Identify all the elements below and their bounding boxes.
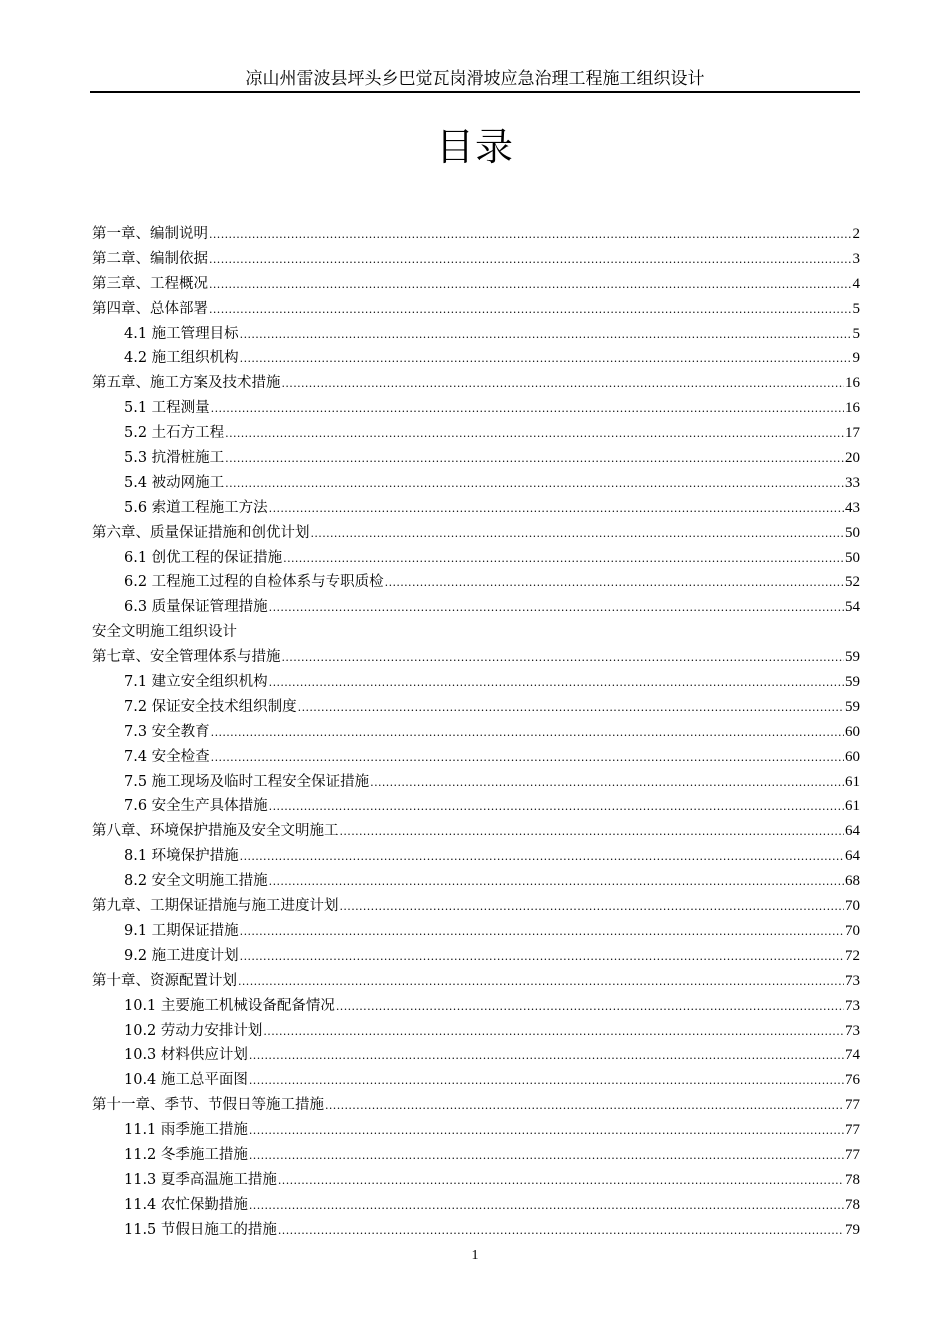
toc-entry-label: 安全文明施工组织设计 xyxy=(92,624,237,641)
toc-entry-page-number: 74 xyxy=(845,1047,860,1064)
toc-dot-leader xyxy=(211,396,844,422)
toc-entry-label: 5.3 抗滑桩施工 xyxy=(124,450,225,467)
toc-entry-page-number: 50 xyxy=(845,524,860,541)
toc-dot-leader xyxy=(336,994,844,1020)
toc-entry-page-number: 52 xyxy=(845,574,860,591)
running-header: 凉山州雷波县坪头乡巴觉瓦岗滑坡应急治理工程施工组织设计 xyxy=(245,69,705,89)
toc-entry-label: 11.2 冬季施工措施 xyxy=(124,1146,248,1163)
toc-chapter-entry[interactable] xyxy=(92,297,860,322)
toc-entry-page-number: 2 xyxy=(852,226,860,242)
toc-dot-leader xyxy=(340,819,845,845)
toc-dot-leader xyxy=(225,471,844,497)
toc-entry-page-number: 61 xyxy=(845,798,860,815)
toc-entry-page-number: 64 xyxy=(845,848,860,865)
toc-entry-page-number: 77 xyxy=(845,1097,860,1114)
toc-entry-page-number: 77 xyxy=(845,1146,860,1163)
toc-subsection-entry[interactable] xyxy=(92,1218,860,1243)
toc-dot-leader xyxy=(240,844,844,870)
toc-subsection-entry[interactable] xyxy=(92,446,860,471)
toc-dot-leader xyxy=(298,695,844,721)
toc-chapter-entry[interactable] xyxy=(92,969,860,994)
footer-page-number: 1 xyxy=(471,1248,479,1263)
toc-dot-leader xyxy=(263,1019,844,1045)
toc-entry-label: 第九章、工期保证措施与施工进度计划 xyxy=(92,898,339,915)
toc-entry-page-number: 73 xyxy=(845,972,860,989)
toc-entry-label: 11.3 夏季高温施工措施 xyxy=(124,1171,277,1188)
toc-dot-leader xyxy=(249,1043,844,1069)
toc-entry-label: 第十章、资源配置计划 xyxy=(92,972,237,989)
toc-entry-page-number: 5 xyxy=(852,300,860,317)
table-of-contents xyxy=(92,222,860,1243)
toc-entry-label: 11.1 雨季施工措施 xyxy=(124,1122,248,1139)
toc-chapter-entry[interactable] xyxy=(92,819,860,844)
toc-dot-leader xyxy=(209,247,852,273)
toc-chapter-entry[interactable] xyxy=(92,222,860,247)
toc-subsection-entry[interactable] xyxy=(92,869,860,894)
toc-dot-leader xyxy=(311,521,845,547)
toc-entry-page-number: 70 xyxy=(845,898,860,915)
toc-entry-label: 5.1 工程测量 xyxy=(124,400,210,417)
toc-entry-page-number: 54 xyxy=(845,599,860,616)
toc-entry-page-number: 79 xyxy=(845,1221,860,1238)
toc-chapter-entry[interactable] xyxy=(92,1093,860,1118)
toc-subsection-entry[interactable] xyxy=(92,496,860,521)
toc-dot-leader xyxy=(282,371,845,397)
toc-entry-label: 第二章、编制依据 xyxy=(92,250,208,267)
toc-dot-leader xyxy=(340,894,845,920)
toc-subsection-entry[interactable] xyxy=(92,322,860,347)
toc-entry-label: 9.1 工期保证措施 xyxy=(124,922,239,939)
toc-dot-leader xyxy=(240,944,844,970)
toc-chapter-entry[interactable] xyxy=(92,645,860,670)
toc-chapter-entry[interactable] xyxy=(92,894,860,919)
toc-entry-page-number: 76 xyxy=(845,1072,860,1089)
toc-entry-label: 5.6 索道工程施工方法 xyxy=(124,499,268,516)
toc-dot-leader xyxy=(225,446,844,472)
toc-dot-leader xyxy=(211,720,844,746)
toc-subsection-entry[interactable] xyxy=(92,670,860,695)
toc-entry-page-number: 59 xyxy=(845,674,860,691)
toc-dot-leader xyxy=(249,1068,844,1094)
toc-chapter-entry[interactable] xyxy=(92,247,860,272)
toc-entry-page-number: 78 xyxy=(845,1171,860,1188)
toc-entry-label: 9.2 施工进度计划 xyxy=(124,947,239,964)
toc-entry-label: 8.2 安全文明施工措施 xyxy=(124,873,268,890)
toc-dot-leader xyxy=(278,1168,844,1194)
toc-entry-page-number: 72 xyxy=(845,947,860,964)
toc-entry-label: 7.2 保证安全技术组织制度 xyxy=(124,698,297,715)
toc-entry-label: 6.1 创优工程的保证措施 xyxy=(124,549,283,566)
toc-dot-leader xyxy=(209,297,852,323)
toc-entry-label: 7.5 施工现场及临时工程安全保证措施 xyxy=(124,773,370,790)
toc-entry-label: 10.2 劳动力安排计划 xyxy=(124,1022,263,1039)
toc-entry-label: 5.4 被动网施工 xyxy=(124,474,225,491)
toc-entry-page-number: 17 xyxy=(845,425,860,442)
toc-subsection-entry[interactable] xyxy=(92,570,860,595)
toc-dot-leader xyxy=(370,770,844,796)
toc-entry-label: 7.4 安全检查 xyxy=(124,748,210,765)
toc-subsection-entry[interactable] xyxy=(92,745,860,770)
toc-entry-page-number: 73 xyxy=(845,1022,860,1039)
toc-entry-page-number: 50 xyxy=(845,549,860,566)
toc-entry-label: 第三章、工程概况 xyxy=(92,275,208,292)
toc-entry-label: 第六章、质量保证措施和创优计划 xyxy=(92,524,310,541)
toc-entry-page-number: 59 xyxy=(845,698,860,715)
toc-dot-leader xyxy=(211,745,844,771)
toc-subsection-entry[interactable] xyxy=(92,919,860,944)
toc-entry-page-number: 73 xyxy=(845,997,860,1014)
toc-entry-label: 10.3 材料供应计划 xyxy=(124,1047,248,1064)
toc-entry-label: 第八章、环境保护措施及安全文明施工 xyxy=(92,823,339,840)
toc-dot-leader xyxy=(283,546,844,572)
toc-entry-page-number: 77 xyxy=(845,1122,860,1139)
toc-subsection-entry[interactable] xyxy=(92,1068,860,1093)
toc-dot-leader xyxy=(240,919,844,945)
toc-entry-label: 11.5 节假日施工的措施 xyxy=(124,1221,277,1238)
toc-dot-leader xyxy=(209,272,852,298)
toc-subsection-entry[interactable] xyxy=(92,421,860,446)
toc-dot-leader xyxy=(269,670,844,696)
toc-entry-label: 第七章、安全管理体系与措施 xyxy=(92,649,281,666)
toc-subsection-entry[interactable] xyxy=(92,994,860,1019)
toc-entry-page-number: 60 xyxy=(845,748,860,765)
toc-entry-page-number: 68 xyxy=(845,873,860,890)
toc-entry-page-number: 60 xyxy=(845,723,860,740)
toc-subsection-entry[interactable] xyxy=(92,794,860,819)
toc-entry-label: 第十一章、季节、节假日等施工措施 xyxy=(92,1097,324,1114)
toc-dot-leader xyxy=(209,222,852,248)
toc-subsection-entry[interactable] xyxy=(92,1043,860,1068)
toc-dot-leader xyxy=(269,595,844,621)
toc-entry-page-number: 20 xyxy=(845,450,860,467)
toc-entry-label: 6.3 质量保证管理措施 xyxy=(124,599,268,616)
toc-chapter-entry[interactable] xyxy=(92,272,860,297)
toc-subsection-entry[interactable] xyxy=(92,471,860,496)
toc-entry-page-number: 16 xyxy=(845,375,860,392)
toc-entry-label: 6.2 工程施工过程的自检体系与专职质检 xyxy=(124,574,384,591)
toc-subsection-entry[interactable] xyxy=(92,546,860,571)
toc-dot-leader xyxy=(269,869,844,895)
toc-subsection-entry[interactable] xyxy=(92,346,860,371)
toc-chapter-entry[interactable] xyxy=(92,620,860,645)
toc-subsection-entry[interactable] xyxy=(92,844,860,869)
toc-subsection-entry[interactable] xyxy=(92,1168,860,1193)
toc-dot-leader xyxy=(225,421,844,447)
toc-subsection-entry[interactable] xyxy=(92,1019,860,1044)
toc-subsection-entry[interactable] xyxy=(92,770,860,795)
toc-dot-leader xyxy=(269,496,844,522)
toc-entry-page-number: 61 xyxy=(845,773,860,790)
toc-subsection-entry[interactable] xyxy=(92,1118,860,1143)
toc-entry-page-number: 59 xyxy=(845,649,860,666)
toc-dot-leader xyxy=(240,322,852,348)
toc-subsection-entry[interactable] xyxy=(92,595,860,620)
toc-entry-label: 4.2 施工组织机构 xyxy=(124,350,239,367)
toc-entry-label: 7.3 安全教育 xyxy=(124,723,210,740)
toc-dot-leader xyxy=(238,969,844,995)
toc-entry-label: 5.2 土石方工程 xyxy=(124,425,225,442)
toc-dot-leader xyxy=(325,1093,844,1119)
toc-subsection-entry[interactable] xyxy=(92,944,860,969)
toc-entry-label: 第一章、编制说明 xyxy=(92,226,208,242)
toc-entry-label: 10.4 施工总平面图 xyxy=(124,1072,248,1089)
toc-entry-page-number: 5 xyxy=(852,325,860,342)
header-rule xyxy=(90,91,860,93)
toc-subsection-entry[interactable] xyxy=(92,720,860,745)
toc-dot-leader xyxy=(269,794,844,820)
toc-entry-page-number: 43 xyxy=(845,499,860,516)
toc-subsection-entry[interactable] xyxy=(92,1193,860,1218)
toc-dot-leader xyxy=(282,645,845,671)
toc-dot-leader xyxy=(249,1118,844,1144)
toc-entry-page-number: 33 xyxy=(845,474,860,491)
toc-entry-label: 8.1 环境保护措施 xyxy=(124,848,239,865)
toc-subsection-entry[interactable] xyxy=(92,1143,860,1168)
toc-dot-leader xyxy=(278,1218,844,1244)
toc-dot-leader xyxy=(385,570,844,596)
toc-entry-label: 4.1 施工管理目标 xyxy=(124,325,239,342)
toc-dot-leader xyxy=(249,1193,844,1219)
toc-dot-leader xyxy=(240,346,852,372)
toc-entry-page-number: 64 xyxy=(845,823,860,840)
toc-entry-label: 第五章、施工方案及技术措施 xyxy=(92,375,281,392)
toc-chapter-entry[interactable] xyxy=(92,371,860,396)
toc-dot-leader xyxy=(249,1143,844,1169)
toc-entry-label: 7.6 安全生产具体措施 xyxy=(124,798,268,815)
toc-entry-page-number: 3 xyxy=(852,250,860,267)
toc-subsection-entry[interactable] xyxy=(92,695,860,720)
toc-subsection-entry[interactable] xyxy=(92,396,860,421)
toc-entry-page-number: 78 xyxy=(845,1196,860,1213)
toc-entry-label: 11.4 农忙保勤措施 xyxy=(124,1196,248,1213)
toc-entry-page-number: 70 xyxy=(845,922,860,939)
toc-entry-page-number: 9 xyxy=(852,350,860,367)
toc-entry-page-number: 16 xyxy=(845,400,860,417)
toc-chapter-entry[interactable] xyxy=(92,521,860,546)
toc-title: 目录 xyxy=(435,125,514,169)
toc-entry-label: 10.1 主要施工机械设备配备情况 xyxy=(124,997,335,1014)
toc-entry-label: 第四章、总体部署 xyxy=(92,300,208,317)
toc-entry-page-number: 4 xyxy=(852,275,860,292)
toc-entry-label: 7.1 建立安全组织机构 xyxy=(124,674,268,691)
